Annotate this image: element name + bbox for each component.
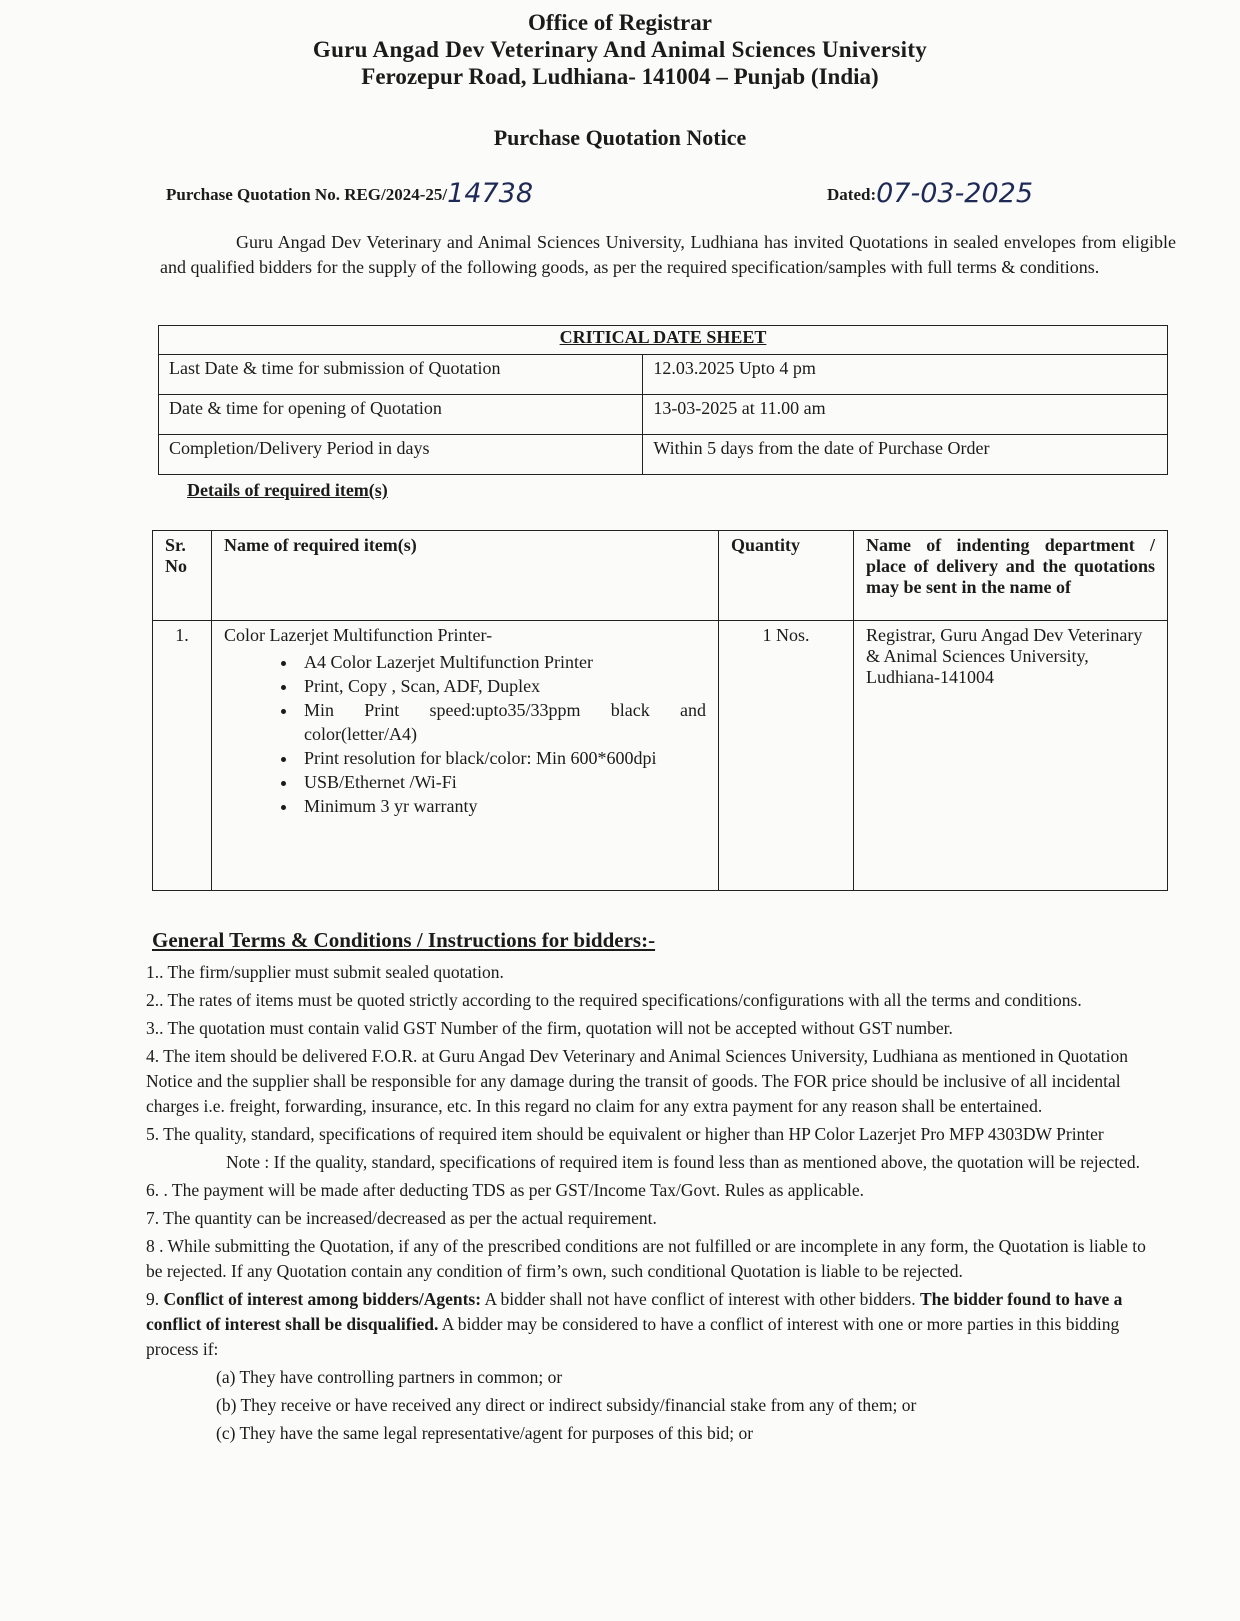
term-9-text: A bidder shall not have conflict of interest with other bidders.: [484, 1289, 916, 1309]
table-row: [159, 355, 1168, 395]
term-7: 7. The quantity can be increased/decreased as per the actual requirement.: [146, 1208, 657, 1228]
term-9-sub-c: (c) They have the same legal representative/agent for purposes of this bid; or: [216, 1423, 754, 1443]
quotation-number-label: Purchase Quotation No. REG/2024-25/: [166, 185, 448, 204]
office-title: Office of Registrar: [528, 10, 712, 35]
intro-paragraph: [160, 230, 1176, 280]
list-item: • Print resolution for black/color: Min 600*600dpi: [298, 746, 706, 770]
term-4: 4. The item should be delivered F.O.R. at Guru Angad Dev Veterinary and Animal Sciences University, Ludhiana as mentioned in Quotation Notice and the supplier shall be responsible for any damage during the transit of goods. The FOR price should be inclusive of all incidental charges i.e. freight, forwarding, insurance, etc. In this regard no claim for any extra payment for any reason shall be entertained.: [146, 1046, 1128, 1116]
item-quantity: 1 Nos.: [719, 621, 854, 891]
table-row: [159, 395, 1168, 435]
terms-heading: General Terms & Conditions / Instructions for bidders:-: [152, 928, 656, 952]
cds-value: Within 5 days from the date of Purchase Order: [643, 435, 1168, 475]
term-8: 8 . While submitting the Quotation, if any of the prescribed conditions are not fulfilled or are incomplete in any form, the Quotation is liable to be rejected. If any Quotation contain any condition of firm’s own, such conditional Quotation is liable to be rejected.: [146, 1236, 1146, 1281]
terms-list: [146, 960, 1156, 1449]
table-header-row: [153, 531, 1168, 621]
term-9-sub-a: (a) They have controlling partners in common; or: [216, 1367, 563, 1387]
university-name: Guru Angad Dev Veterinary And Animal Sciences University: [312, 37, 928, 62]
list-item: • USB/Ethernet /Wi-Fi: [298, 770, 706, 794]
term-2: 2.. The rates of items must be quoted strictly according to the required specifications/configurations with all the terms and conditions.: [146, 990, 1082, 1010]
term-5-note: Note : If the quality, standard, specifications of required item is found less than as mentioned above, the quotation will be rejected.: [226, 1152, 1140, 1172]
spec-list: [224, 650, 706, 818]
col-item-name: Name of required item(s): [212, 531, 719, 621]
list-item: • A4 Color Lazerjet Multifunction Printer: [298, 650, 706, 674]
term-9-number: 9.: [146, 1289, 160, 1309]
university-address: Ferozepur Road, Ludhiana- 141004 – Punjab (India): [361, 64, 879, 89]
item-department: Registrar, Guru Angad Dev Veterinary & Animal Sciences University, Ludhiana-141004: [854, 621, 1168, 891]
dated-label: Dated:: [827, 185, 877, 204]
list-item: • Min Print speed:upto35/33ppm black and color(letter/A4): [298, 698, 706, 746]
items-table: [152, 530, 1168, 891]
list-item: • Print, Copy , Scan, ADF, Duplex: [298, 674, 706, 698]
quotation-date: [827, 178, 1033, 209]
col-quantity: Quantity: [719, 531, 854, 621]
term-6: 6. . The payment will be made after deducting TDS as per GST/Income Tax/Govt. Rules as applicable.: [146, 1180, 865, 1200]
details-heading: Details of required item(s): [187, 480, 388, 500]
term-9-sub-b: (b) They receive or have received any direct or indirect subsidy/financial stake from any of them; or: [216, 1395, 917, 1415]
term-9-bold-2: The bidder found to have a conflict of interest shall be disqualified.: [146, 1289, 1123, 1334]
intro-text: Guru Angad Dev Veterinary and Animal Sciences University, Ludhiana has invited Quotations in sealed envelopes from eligible and qualified bidders for the supply of the following goods, as per the required specification/samples with full terms & conditions.: [160, 232, 1176, 277]
item-sr: 1.: [153, 621, 212, 891]
critical-date-sheet: [158, 325, 1168, 475]
col-sr: Sr. No: [153, 531, 212, 621]
table-row: [159, 435, 1168, 475]
item-title: Color Lazerjet Multifunction Printer-: [224, 625, 493, 645]
cds-title: CRITICAL DATE SHEET: [159, 326, 1168, 355]
table-row: [153, 621, 1168, 891]
list-item: • Minimum 3 yr warranty: [298, 794, 706, 818]
cds-label: Last Date & time for submission of Quotation: [159, 355, 643, 395]
term-9: [146, 1287, 1156, 1362]
term-9-text-2: A bidder may be considered to have a conflict of interest with one or more parties in this bidding process if:: [146, 1314, 1120, 1359]
col-department: Name of indenting department / place of delivery and the quotations may be sent in the name of: [854, 531, 1168, 621]
term-5: 5. The quality, standard, specifications of required item should be equivalent or higher than HP Color Lazerjet Pro MFP 4303DW Printer: [146, 1124, 1104, 1144]
notice-title: Purchase Quotation Notice: [493, 125, 747, 150]
item-details: [212, 621, 719, 891]
quotation-number: [166, 178, 533, 209]
cds-value: 13-03-2025 at 11.00 am: [643, 395, 1168, 435]
term-9-bold: Conflict of interest among bidders/Agents:: [163, 1289, 482, 1309]
handwritten-number: 14738: [447, 178, 534, 209]
handwritten-date: 07-03-2025: [876, 178, 1034, 209]
cds-label: Completion/Delivery Period in days: [159, 435, 643, 475]
cds-label: Date & time for opening of Quotation: [159, 395, 643, 435]
cds-value: 12.03.2025 Upto 4 pm: [643, 355, 1168, 395]
term-1: 1.. The firm/supplier must submit sealed quotation.: [146, 962, 504, 982]
term-3: 3.. The quotation must contain valid GST Number of the firm, quotation will not be accepted without GST number.: [146, 1018, 953, 1038]
